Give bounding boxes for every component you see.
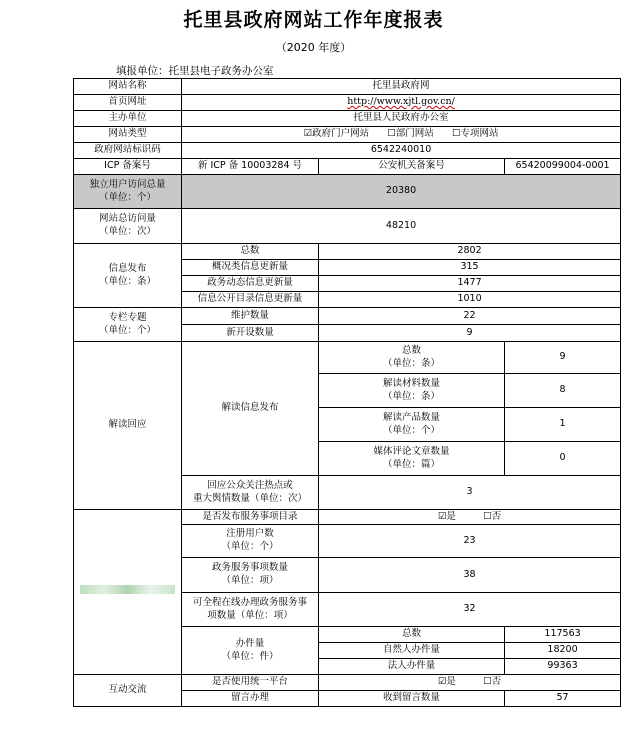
items-unit: （单位：项） — [221, 575, 279, 586]
handled-label-text: 办件量 — [235, 637, 265, 649]
homepage-link[interactable]: http://www.xjtl.gov.cn/ — [347, 96, 455, 108]
interpret-row-unit: （单位：条） — [382, 390, 440, 402]
checkbox-special[interactable]: ☐ — [451, 128, 461, 140]
interpret-row-label — [319, 342, 505, 374]
checkbox-platform-no[interactable]: ☐ — [483, 676, 492, 688]
visits-label — [74, 209, 182, 244]
response-label — [182, 476, 319, 510]
checkbox-platform-yes[interactable]: ☑ — [437, 676, 447, 688]
message-label: 留言办理 — [182, 691, 319, 707]
column-unit: （单位：个） — [98, 324, 156, 336]
handled-row-value: 99363 — [505, 659, 621, 675]
interpret-row-label — [319, 442, 505, 476]
info-row-label: 信息公开目录信息更新量 — [182, 292, 319, 308]
interpret-label: 解读回应 — [74, 342, 182, 510]
interpret-row-title: 解读产品数量 — [382, 411, 440, 423]
column-row-value: 22 — [319, 308, 621, 325]
table-row — [74, 510, 621, 525]
info-row-value: 1010 — [319, 292, 621, 308]
blurred-label-image — [80, 585, 175, 594]
handled-row-value: 117563 — [505, 627, 621, 643]
interaction-label: 互动交流 — [74, 675, 182, 707]
option-no: 否 — [491, 510, 502, 522]
checkbox-catalog-no[interactable]: ☐ — [483, 510, 492, 522]
response-value: 3 — [319, 476, 621, 510]
police-record-label: 公安机关备案号 — [319, 159, 505, 175]
table-row — [74, 95, 621, 111]
site-id-label: 政府网站标识码 — [74, 143, 182, 159]
interpret-row-value: 0 — [505, 442, 621, 476]
info-row-value: 2802 — [319, 244, 621, 260]
report-table — [73, 78, 621, 707]
interpret-row-title: 媒体评论文章数量 — [373, 445, 450, 457]
site-name-value: 托里县政府网 — [182, 79, 621, 95]
option-portal: 政府门户网站 — [312, 128, 370, 140]
info-row-label: 概况类信息更新量 — [182, 260, 319, 276]
handled-row-value: 18200 — [505, 643, 621, 659]
response-label-line2: 重大舆情数量（单位：次） — [192, 492, 307, 504]
table-row — [74, 79, 621, 95]
column-row-value: 9 — [319, 325, 621, 342]
option-no: 否 — [491, 676, 502, 688]
visitors-label — [74, 175, 182, 209]
reporting-unit: 填报单位：托里县电子政务办公室 — [116, 65, 274, 77]
interpret-row-unit: （单位：个） — [382, 424, 440, 436]
users-value: 23 — [319, 525, 621, 558]
items-label — [182, 558, 319, 593]
catalog-label: 是否发布服务事项目录 — [182, 510, 319, 525]
interpret-row-value: 1 — [505, 408, 621, 442]
received-label: 收到留言数量 — [319, 691, 505, 707]
platform-label: 是否使用统一平台 — [182, 675, 319, 691]
info-row-label: 政务动态信息更新量 — [182, 276, 319, 292]
icp-label: ICP 备案号 — [74, 159, 182, 175]
table-row — [74, 159, 621, 175]
interpret-row-title: 解读材料数量 — [382, 377, 440, 389]
interpret-row-unit: （单位：条） — [382, 357, 440, 369]
info-unit: （单位：条） — [98, 275, 156, 287]
visitors-label-text: 独立用户访问总量 — [89, 178, 166, 190]
interpret-row-label — [319, 408, 505, 442]
table-row — [74, 143, 621, 159]
table-row — [74, 209, 621, 244]
interpret-row-title: 总数 — [401, 344, 421, 356]
checkbox-catalog-yes[interactable]: ☑ — [437, 510, 447, 522]
sponsor-value: 托里县人民政府办公室 — [182, 111, 621, 127]
handled-row-label: 法人办件量 — [319, 659, 505, 675]
visitors-value: 20380 — [182, 175, 621, 209]
icp-value: 新 ICP 备 10003284 号 — [182, 159, 319, 175]
visits-value: 48210 — [182, 209, 621, 244]
handled-row-label: 总数 — [319, 627, 505, 643]
interpret-sub-label: 解读信息发布 — [182, 342, 319, 476]
page-title: 托里县政府网站工作年度报表 — [183, 9, 444, 31]
users-label-text: 注册用户数 — [226, 528, 274, 540]
table-row — [74, 111, 621, 127]
table-row — [74, 175, 621, 209]
visitors-unit: （单位：个） — [98, 191, 156, 203]
info-row-label: 总数 — [182, 244, 319, 260]
column-label-text: 专栏专题 — [108, 311, 147, 323]
site-id-value: 6542240010 — [182, 143, 621, 159]
info-label — [74, 244, 182, 308]
column-row-label: 维护数量 — [182, 308, 319, 325]
homepage-label: 首页网址 — [74, 95, 182, 111]
interpret-row-unit: （单位：篇） — [382, 458, 440, 470]
online-label-line1: 可全程在线办理政务服务事 — [192, 596, 307, 608]
site-type-label: 网站类型 — [74, 127, 182, 143]
site-name-label: 网站名称 — [74, 79, 182, 95]
response-label-line1: 回应公众关注热点或 — [207, 479, 293, 491]
sponsor-label: 主办单位 — [74, 111, 182, 127]
info-row-value: 315 — [319, 260, 621, 276]
info-label-text: 信息发布 — [108, 262, 147, 274]
online-label-line2: 项数量（单位：项） — [207, 609, 293, 621]
handled-label — [182, 627, 319, 675]
handled-unit: （单位：件） — [221, 650, 279, 662]
online-label — [182, 593, 319, 627]
option-special: 专项网站 — [460, 128, 499, 140]
police-record-value: 65420099004-0001 — [505, 159, 621, 175]
column-label — [74, 308, 182, 342]
users-unit: （单位：个） — [221, 541, 279, 552]
visits-unit: （单位：次） — [98, 226, 156, 237]
table-row — [74, 342, 621, 374]
items-value: 38 — [319, 558, 621, 593]
option-yes: 是 — [446, 510, 456, 522]
checkbox-portal[interactable]: ☑ — [303, 128, 313, 140]
site-type-options — [182, 127, 621, 143]
table-row — [74, 308, 621, 325]
online-value: 32 — [319, 593, 621, 627]
report-year: （2020 年度） — [275, 41, 352, 54]
received-value: 57 — [505, 691, 621, 707]
users-label — [182, 525, 319, 558]
checkbox-department[interactable]: ☐ — [387, 128, 396, 140]
handled-row-label: 自然人办件量 — [319, 643, 505, 659]
column-row-label: 新开设数量 — [182, 325, 319, 342]
catalog-options — [319, 510, 621, 525]
interpret-row-value: 9 — [505, 342, 621, 374]
option-yes: 是 — [446, 676, 456, 688]
items-label-text: 政务服务事项数量 — [211, 562, 288, 574]
interpret-row-value: 8 — [505, 374, 621, 408]
interpret-row-label — [319, 374, 505, 408]
table-row — [74, 127, 621, 143]
table-row — [74, 244, 621, 260]
info-row-value: 1477 — [319, 276, 621, 292]
option-department: 部门网站 — [395, 128, 434, 140]
table-row — [74, 675, 621, 691]
visits-label-text: 网站总访问量 — [98, 213, 156, 225]
platform-options — [319, 675, 621, 691]
service-label-blurred — [74, 510, 182, 675]
